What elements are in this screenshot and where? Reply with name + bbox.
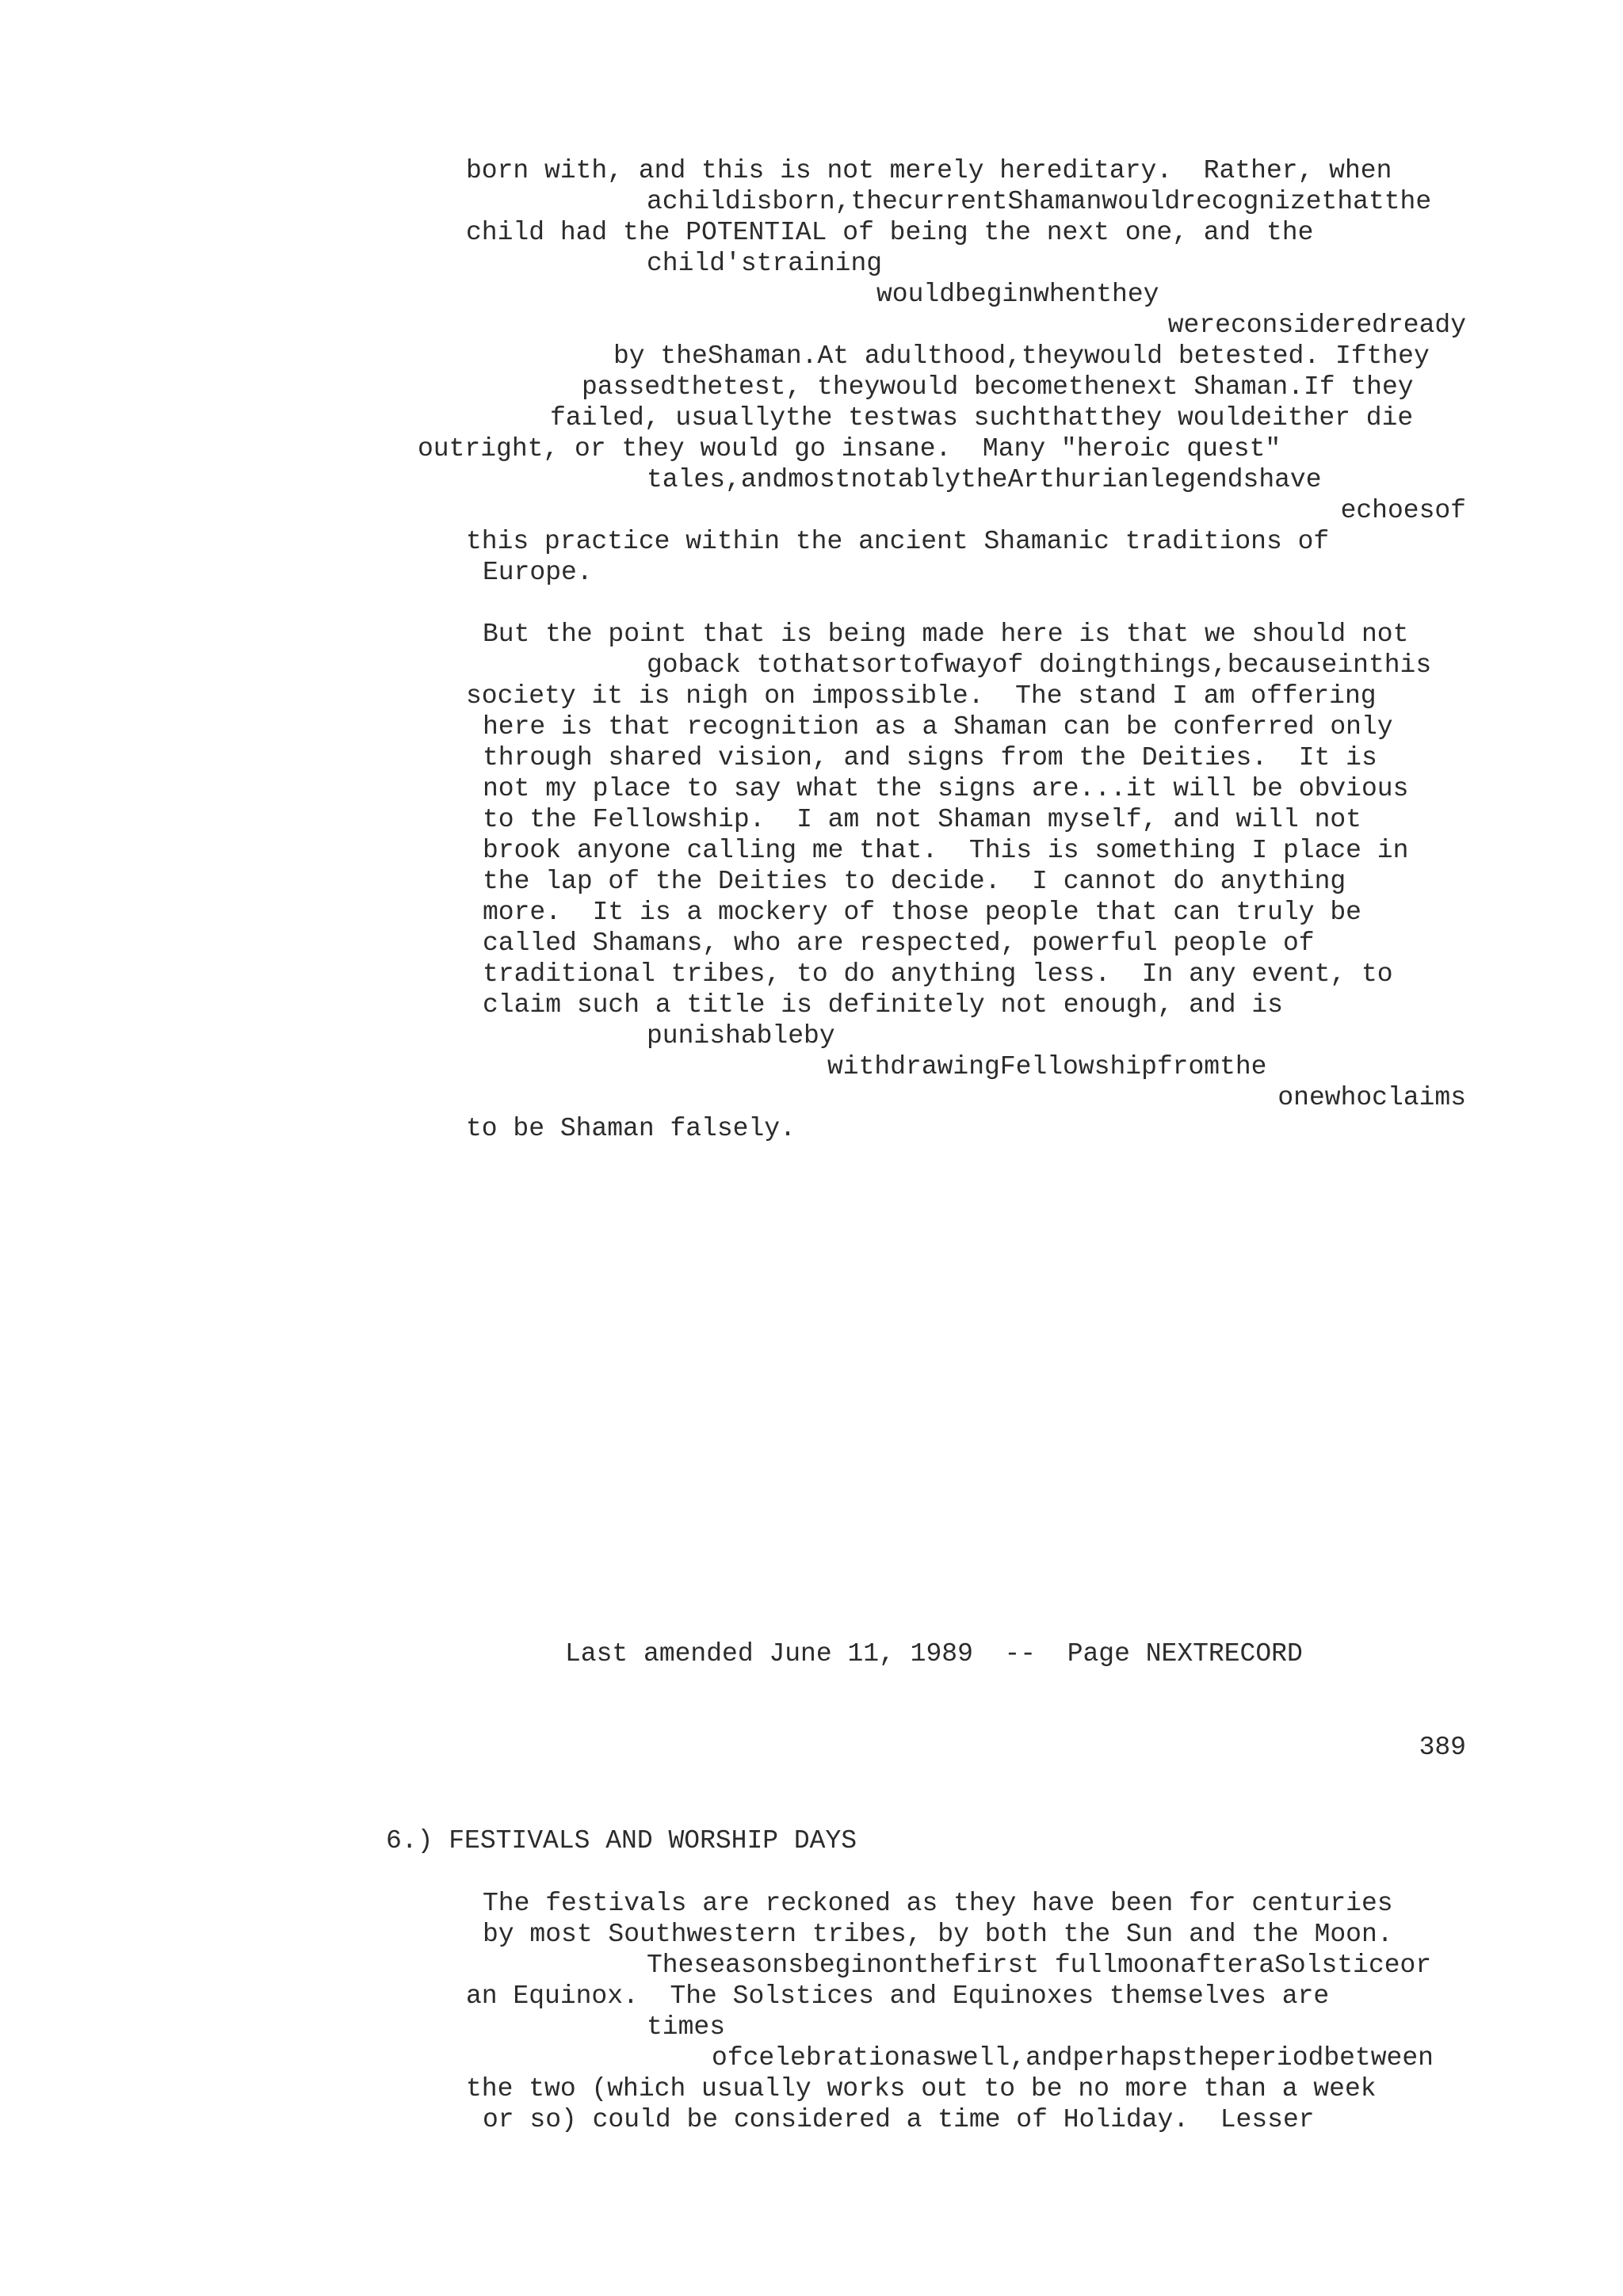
text-line: goback tothatsortofwayof doingthings,becauseinthis — [647, 650, 1432, 680]
text-line: times — [647, 2012, 726, 2042]
page-number: 389 — [1419, 1733, 1466, 1762]
text-line: The festivals are reckoned as they have been for centuries — [483, 1889, 1393, 1918]
text-line: more. It is a mockery of those people that can truly be — [483, 898, 1361, 927]
text-line: But the point that is being made here is that we should not — [483, 620, 1409, 649]
text-line: by theShaman.At adulthood,theywould betested. Ifthey — [613, 341, 1430, 371]
text-line: to the Fellowship. I am not Shaman myself, and will not — [483, 805, 1361, 834]
text-line: child'straining — [647, 249, 883, 278]
section-heading: 6.) FESTIVALS AND WORSHIP DAYS — [386, 1826, 857, 1855]
text-line: the lap of the Deities to decide. I cannot do anything — [483, 867, 1346, 896]
page-footer-amended: Last amended June 11, 1989 -- Page NEXTRECORD — [565, 1639, 1303, 1669]
text-line: passedthetest, theywould becomethenext Shaman.If they — [582, 372, 1414, 402]
text-line: or so) could be considered a time of Holiday. Lesser — [483, 2105, 1315, 2134]
text-line: this practice within the ancient Shamanic traditions of — [466, 527, 1330, 556]
text-line: Theseasonsbeginonthefirst fullmoonafteraSolsticeor — [647, 1951, 1432, 1980]
text-line: by most Southwestern tribes, by both the Sun and the Moon. — [483, 1920, 1393, 1949]
text-line: withdrawingFellowshipfromthe — [827, 1052, 1267, 1081]
text-line: punishableby — [647, 1021, 835, 1051]
text-line: wouldbeginwhenthey — [876, 280, 1159, 309]
text-line: society it is nigh on impossible. The stand I am offering — [466, 681, 1377, 711]
text-line: tales,andmostnotablytheArthurianlegendshave — [647, 465, 1322, 494]
text-line: achildisborn,thecurrentShamanwouldrecognizethatthe — [647, 187, 1432, 216]
text-line: onewhoclaims — [1277, 1083, 1466, 1112]
text-line: through shared vision, and signs from the Deities. It is — [483, 743, 1377, 772]
text-line: not my place to say what the signs are...it will be obvious — [483, 774, 1409, 803]
text-line: echoesof — [1340, 496, 1466, 525]
text-line: failed, usuallythe testwas suchthatthey wouldeither die — [550, 403, 1414, 433]
text-line: Europe. — [483, 558, 593, 587]
text-line: claim such a title is definitely not enough, and is — [483, 990, 1283, 1020]
text-line: outright, or they would go insane. Many "heroic quest" — [418, 434, 1281, 463]
text-line: wereconsideredready — [1167, 311, 1466, 340]
text-line: brook anyone calling me that. This is something I place in — [483, 836, 1409, 865]
text-line: to be Shaman falsely. — [466, 1114, 796, 1143]
text-line: the two (which usually works out to be no more than a week — [466, 2074, 1377, 2103]
text-line: ofcelebrationaswell,andperhapstheperiodbetween — [712, 2043, 1434, 2073]
text-line: called Shamans, who are respected, powerful people of — [483, 929, 1315, 958]
text-line: here is that recognition as a Shaman can be conferred only — [483, 712, 1393, 742]
text-line: child had the POTENTIAL of being the next one, and the — [466, 218, 1314, 247]
text-line: traditional tribes, to do anything less. In any event, to — [483, 959, 1393, 989]
text-line: an Equinox. The Solstices and Equinoxes themselves are — [466, 1981, 1330, 2011]
text-line: born with, and this is not merely hereditary. Rather, when — [466, 156, 1392, 185]
